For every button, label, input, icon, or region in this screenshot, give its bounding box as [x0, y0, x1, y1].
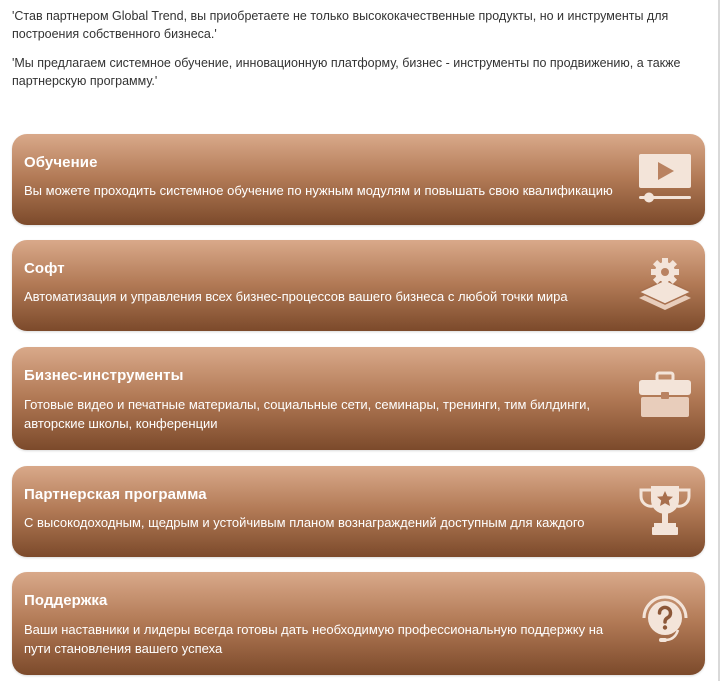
card-software[interactable] — [12, 240, 705, 331]
card-description: Готовые видео и печатные материалы, социальные сети, семинары, тренинги, тим билдинги, авторские школы, конференции — [24, 397, 590, 431]
card-title: Бизнес-инструменты — [24, 367, 184, 384]
card-title: Поддержка — [24, 592, 108, 609]
card-support[interactable] — [12, 572, 705, 675]
intro-paragraph-2: 'Мы предлагаем системное обучение, инновационную платформу, бизнес - инструменты по продвижению, а также партнерскую программу.' — [12, 56, 681, 88]
card-title: Партнерская программа — [24, 486, 207, 503]
card-partner-program[interactable] — [12, 466, 705, 557]
gear-layers-icon — [637, 256, 693, 312]
card-title: Софт — [24, 260, 65, 277]
video-player-icon — [637, 150, 693, 206]
card-description: Вы можете проходить системное обучение по нужным модулям и повышать свою квалификацию — [24, 183, 613, 198]
card-education[interactable] — [12, 134, 705, 225]
card-description: Автоматизация и управления всех бизнес-процессов вашего бизнеса с любой точки мира — [24, 289, 568, 304]
card-description: Ваши наставники и лидеры всегда готовы дать необходимую профессиональную поддержку на пути становления вашего успеха — [24, 622, 604, 656]
briefcase-icon — [637, 369, 693, 425]
intro-text — [12, 8, 702, 102]
trophy-icon — [637, 482, 693, 538]
intro-paragraph-1: 'Став партнером Global Trend, вы приобретаете не только высококачественные продукты, но и инструменты для построения собственного бизнеса.' — [12, 9, 669, 41]
card-business-tools[interactable] — [12, 347, 705, 450]
card-title: Обучение — [24, 154, 98, 171]
support-question-icon — [637, 588, 693, 644]
card-description: С высокодоходным, щедрым и устойчивым планом вознаграждений доступным для каждого — [24, 515, 585, 530]
